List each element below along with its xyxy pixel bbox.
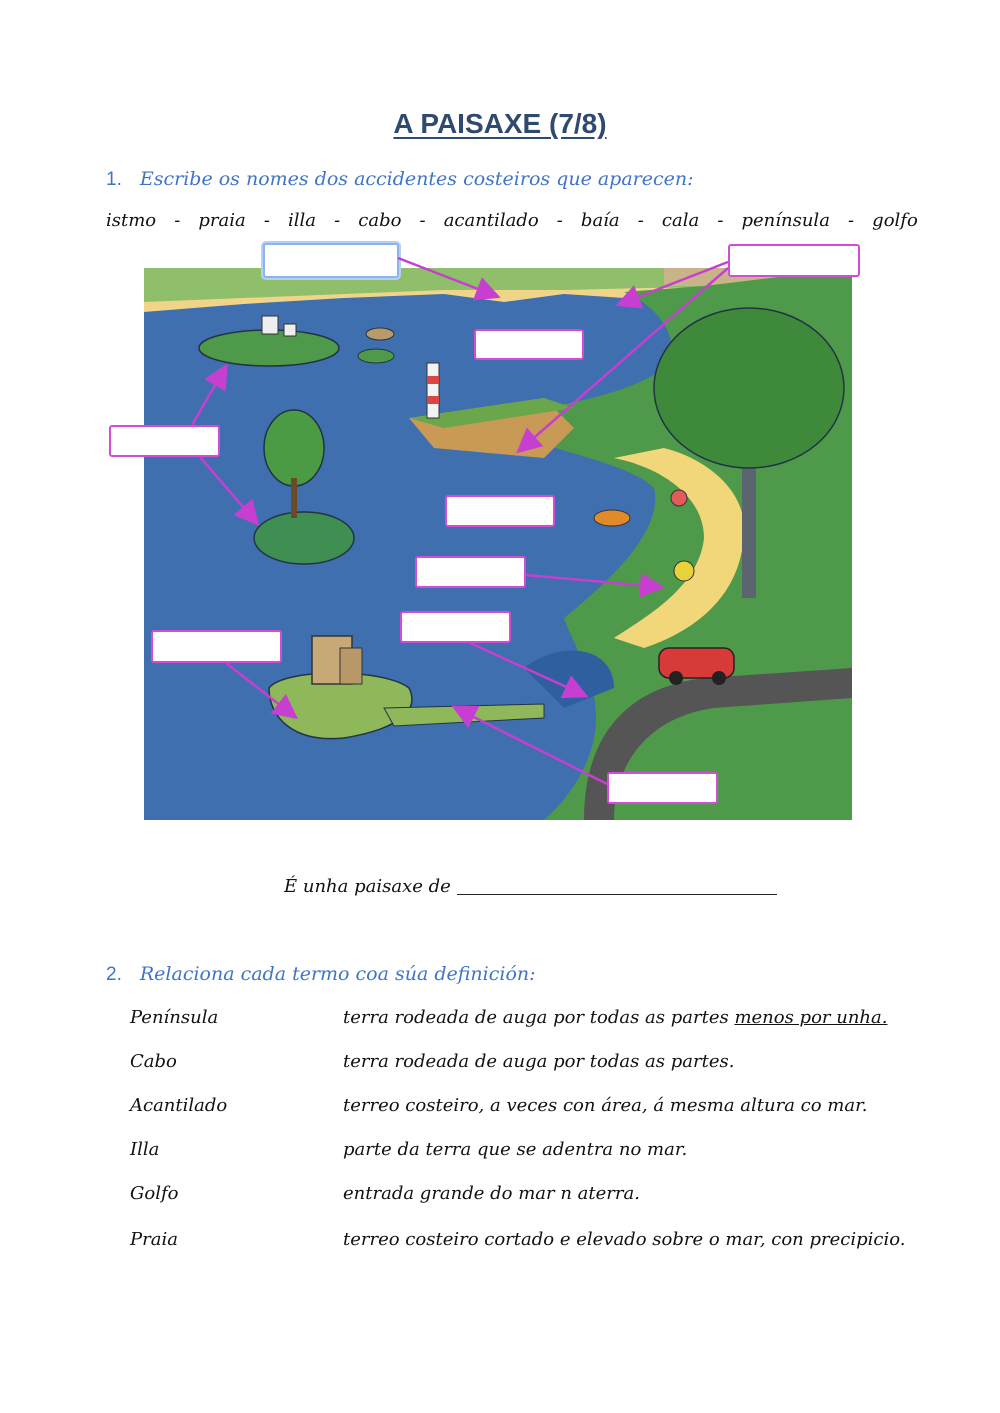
question-2-heading bbox=[106, 963, 536, 986]
answer-box[interactable] bbox=[415, 556, 526, 588]
word-bank-item: istmo bbox=[106, 210, 157, 231]
answer-box[interactable] bbox=[445, 495, 555, 527]
match-row bbox=[130, 1229, 930, 1259]
match-term[interactable]: Praia bbox=[130, 1229, 178, 1250]
word-bank-separator: - bbox=[263, 210, 270, 231]
word-bank-item: cala bbox=[661, 210, 700, 231]
word-bank-separator: - bbox=[717, 210, 724, 231]
match-definition[interactable]: terra rodeada de auga por todas as partes menos por unha. bbox=[343, 1007, 888, 1028]
match-row bbox=[130, 1051, 930, 1081]
beach-umbrella bbox=[674, 561, 694, 581]
landscape-type-blank[interactable] bbox=[457, 876, 777, 895]
beach-umbrella bbox=[671, 490, 687, 506]
island-with-houses bbox=[199, 330, 339, 366]
tree-island bbox=[254, 512, 354, 564]
match-definition[interactable]: parte da terra que se adentra no mar. bbox=[343, 1139, 688, 1160]
match-definition[interactable]: terreo costeiro cortado e elevado sobre o mar, con precipicio. bbox=[343, 1229, 906, 1250]
word-bank-item: baía bbox=[580, 210, 620, 231]
page-title: A PAISAXE (7/8) bbox=[393, 108, 607, 139]
match-row bbox=[130, 1183, 930, 1213]
match-term[interactable]: Golfo bbox=[130, 1183, 179, 1204]
answer-box[interactable] bbox=[151, 630, 282, 663]
big-tree-canopy bbox=[654, 308, 844, 468]
word-bank-item: illa bbox=[288, 210, 317, 231]
lighthouse bbox=[427, 363, 439, 418]
answer-box[interactable] bbox=[728, 244, 860, 277]
question-1-heading bbox=[106, 168, 694, 191]
question-1-instruction: Escribe os nomes dos accidentes costeiros que aparecen: bbox=[139, 168, 694, 190]
match-row bbox=[130, 1007, 930, 1037]
match-term[interactable]: Acantilado bbox=[130, 1095, 228, 1116]
match-definition[interactable]: entrada grande do mar n aterra. bbox=[343, 1183, 640, 1204]
word-bank-separator: - bbox=[848, 210, 855, 231]
word-bank-separator: - bbox=[334, 210, 341, 231]
word-bank-item: acantilado bbox=[443, 210, 539, 231]
answer-box[interactable] bbox=[607, 772, 718, 804]
question-2-instruction: Relaciona cada termo coa súa definición: bbox=[139, 963, 536, 985]
answer-box[interactable] bbox=[109, 425, 220, 457]
word-bank-separator: - bbox=[419, 210, 426, 231]
match-row bbox=[130, 1095, 930, 1125]
word-bank-item: cabo bbox=[358, 210, 402, 231]
match-term[interactable]: Península bbox=[130, 1007, 219, 1028]
word-bank-separator: - bbox=[174, 210, 181, 231]
match-row bbox=[130, 1139, 930, 1169]
word-bank-item: península bbox=[741, 210, 830, 231]
answer-box[interactable] bbox=[263, 243, 399, 278]
boat bbox=[594, 510, 630, 526]
match-definition[interactable]: terra rodeada de auga por todas as partes. bbox=[343, 1051, 735, 1072]
match-definition[interactable]: terreo costeiro, a veces con área, á mesma altura co mar. bbox=[343, 1095, 868, 1116]
word-bank-separator: - bbox=[556, 210, 563, 231]
landscape-type-prompt: É unha paisaxe de bbox=[284, 876, 451, 897]
big-tree-trunk bbox=[742, 458, 756, 598]
answer-box[interactable] bbox=[400, 611, 511, 643]
word-bank bbox=[106, 210, 918, 231]
landscape-type-sentence bbox=[284, 876, 777, 897]
match-term[interactable]: Cabo bbox=[130, 1051, 177, 1072]
question-2-number: 2. bbox=[106, 964, 122, 985]
word-bank-item: golfo bbox=[872, 210, 918, 231]
answer-box[interactable] bbox=[474, 329, 584, 360]
word-bank-item: praia bbox=[198, 210, 246, 231]
match-term[interactable]: Illa bbox=[130, 1139, 160, 1160]
question-1-number: 1. bbox=[106, 169, 122, 190]
word-bank-separator: - bbox=[637, 210, 644, 231]
